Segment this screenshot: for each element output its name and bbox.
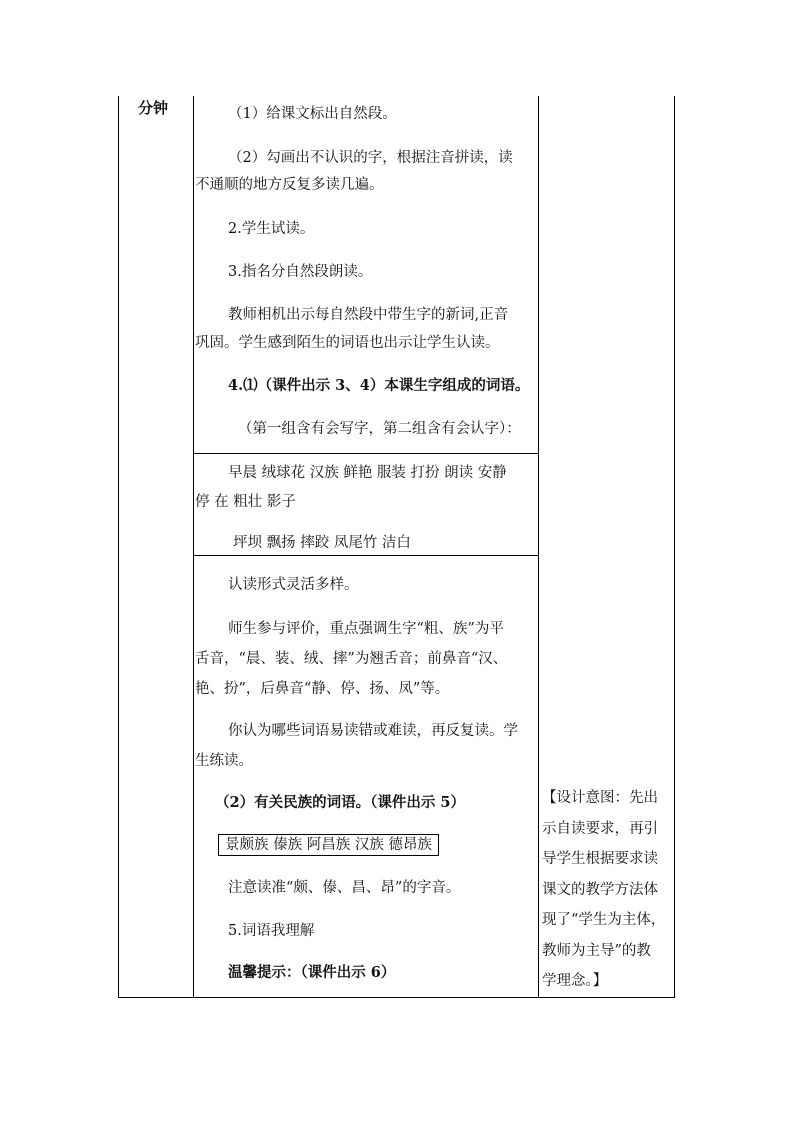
practice-2: 生练读。 <box>195 753 253 769</box>
teacher-note: 教师相机出示每自然段中带生字的新词,正音 <box>228 307 509 323</box>
table-border-left <box>118 96 119 998</box>
design-note-line: 现了“学生为主体， <box>542 912 666 928</box>
reading-forms: 认读形式灵活多样。 <box>228 577 359 593</box>
warm-tip: 温馨提示：（课件出示 6） <box>228 964 396 981</box>
step-1-2-cont: 不通顺的地方反复多读几遍。 <box>195 177 384 193</box>
step-1-2: （2）勾画出不认识的字，根据注音拼读，读 <box>228 150 513 166</box>
design-note-line: 教师为主导”的教 <box>542 942 651 959</box>
step-2: 2.学生试读。 <box>228 221 315 237</box>
design-note-line: 导学生根据要求读 <box>542 851 658 867</box>
table-divider-1 <box>193 96 194 998</box>
evaluation-3: 艳、扮”，后鼻音“静、停、扬、凤”等。 <box>195 681 450 697</box>
step-4-note: （第一组含有会写字，第二组含有会认字）： <box>238 421 521 437</box>
pronunciation-note: 注意读准“颇、傣、昌、昂”的字音。 <box>228 880 461 896</box>
ethnic-groups-box: 景颇族 傣族 阿昌族 汉族 德昂族 <box>218 834 439 856</box>
table-divider-2 <box>538 96 539 998</box>
time-label: 分钟 <box>138 99 169 117</box>
design-note-line: 【设计意图：先出 <box>542 790 658 806</box>
practice-1: 你认为哪些词语易读错或难读，再反复读。学 <box>228 723 518 739</box>
table-border-bottom <box>118 997 675 998</box>
step-1-1: （1）给课文标出自然段。 <box>228 106 397 122</box>
evaluation-1: 师生参与评价，重点强调生字“粗、族”为平 <box>228 621 504 637</box>
table-border-right <box>674 96 675 998</box>
word-list-1-cont: 停 在 粗壮 影子 <box>195 494 296 510</box>
evaluation-2: 舌音，“晨、装、绒、摔”为翘舌音；前鼻音“汉、 <box>195 651 508 667</box>
step-4: 4.⑴（课件出示 3、4）本课生字组成的词语。 <box>228 377 530 394</box>
step-5: 5.词语我理解 <box>228 923 315 939</box>
design-note-line: 学理念。】 <box>542 973 608 989</box>
step-3: 3.指名分自然段朗读。 <box>228 264 373 280</box>
teacher-note-cont: 巩固。学生感到陌生的词语也出示让学生认读。 <box>195 335 500 351</box>
row-divider-1 <box>193 453 539 454</box>
word-list-2: 坪坝 飘扬 摔跤 凤尾竹 洁白 <box>233 535 411 551</box>
word-list-1: 早晨 绒球花 汉族 鲜艳 服装 打扮 朗读 安静 <box>228 465 507 481</box>
design-intent-note <box>542 783 674 997</box>
step-4-2: （2）有关民族的词语。（课件出示 5） <box>215 794 465 811</box>
design-note-line: 课文的教学方法体 <box>542 881 658 898</box>
design-note-line: 示自读要求，再引 <box>542 820 658 837</box>
